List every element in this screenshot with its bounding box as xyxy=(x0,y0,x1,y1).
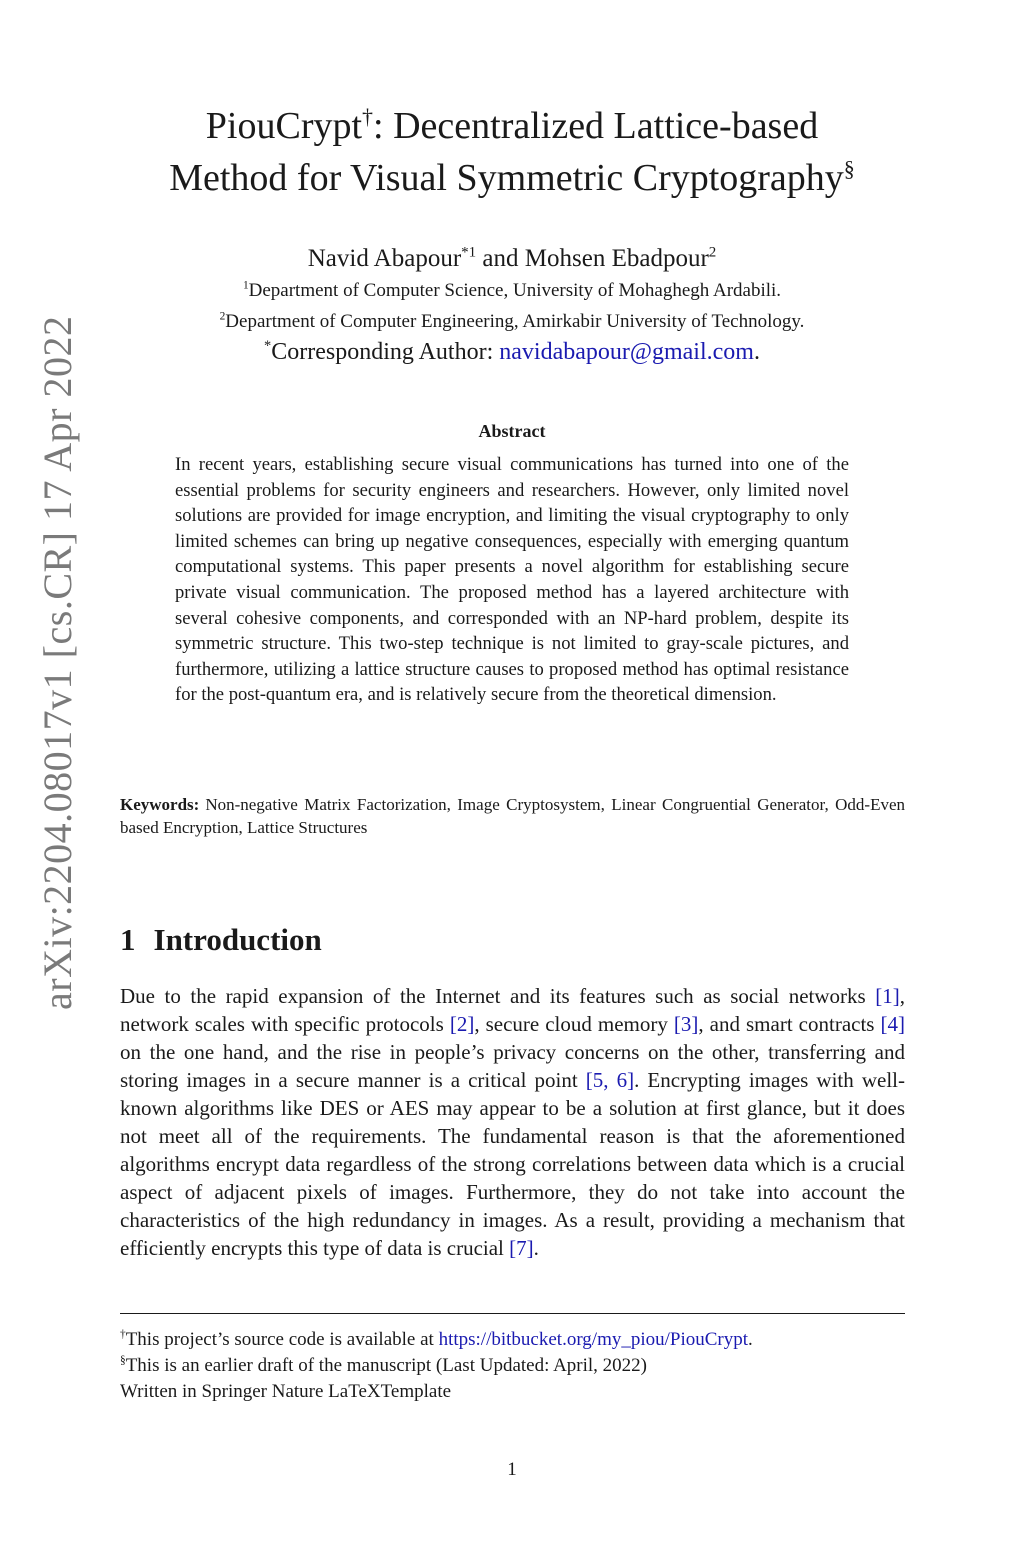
citation-link[interactable]: [3] xyxy=(673,1012,699,1036)
author-names: Navid Abapour$^{*1}$ and Mohsen Ebadpour$^2$ xyxy=(307,244,717,272)
keywords xyxy=(120,793,905,839)
paper-title xyxy=(120,100,904,204)
abstract-heading: Abstract xyxy=(478,421,546,441)
citation-link[interactable]: [4] xyxy=(880,1012,905,1036)
keywords-list: Non-negative Matrix Factorization, Image Cryptosystem, Linear Congruential Generator, Odd-Even based Encryption, Lattice Structures xyxy=(120,795,905,837)
repository-link[interactable]: https://bitbucket.org/my_piou/PiouCrypt xyxy=(438,1329,749,1350)
keywords-label: Keywords: xyxy=(120,795,200,814)
title-footnote-mark-section: § xyxy=(843,156,855,181)
introduction-paragraph: Due to the rapid expansion of the Internet and its features such as social networks [1], network scales with specific protocols [2], secure cloud memory [3], and smart contracts [4] on the one hand, and the rise in people’s privacy concerns on the other, transferring and storing images in a secure manner is a critical point [5, 6]. Encrypting images with well-known algorithms like DES or AES may appear to be a solution at first glance, but it does not meet all of the requirements. The fundamental reason is that the aforementioned algorithms encrypt data regardless of the strong correlations between data which is a crucial aspect of adjacent pixels of images. Furthermore, they do not take into account the characteristics of the high redundancy in images. As a result, providing a mechanism that efficiently encrypts this type of data is crucial [7]. xyxy=(120,984,905,1260)
citation-link[interactable]: [5, 6] xyxy=(585,1068,635,1092)
footnote-template: Written in Springer Nature LaTeXTemplate xyxy=(120,1381,452,1402)
email-link[interactable]: navidabapour@gmail.com xyxy=(499,339,754,365)
section-title-text: Introduction xyxy=(153,922,322,957)
footnotes xyxy=(120,1327,920,1405)
author-2: Mohsen Ebadpour xyxy=(524,245,709,272)
affiliation-1: $^1$Department of Computer Science, University of Mohaghegh Ardabili. xyxy=(242,279,782,301)
page-number: 1 xyxy=(507,1459,517,1480)
footnote-source-code: †This project’s source code is available at https://bitbucket.org/my_piou/PiouCrypt. xyxy=(120,1328,753,1350)
footnote-draft: §This is an earlier draft of the manuscript (Last Updated: April, 2022) xyxy=(120,1354,647,1376)
citation-link[interactable]: [1] xyxy=(875,984,900,1008)
title-line-1: PiouCrypt†: Decentralized Lattice-based xyxy=(205,104,819,147)
abstract-text: In recent years, establishing secure visual communications has turned into one of the essential problems for security engineers and researchers. However, only limited novel solutions are provided for image encryption, and limiting the visual cryptography to only limited schemes can bring up negative consequences, especially with emerging quantum computational systems. This paper presents a novel algorithm for establishing secure private visual communication. The proposed method has a layered architecture with several cohesive components, and corresponded with an NP-hard problem, despite its symmetric structure. This two-step technique is not limited to gray-scale pictures, and furthermore, utilizing a lattice structure causes to proposed method has optimal resistance for the post-quantum era, and is relatively secure from the theoretical dimension. xyxy=(175,454,849,706)
author-1: Navid Abapour xyxy=(307,245,462,272)
citation-link[interactable]: [7] xyxy=(509,1236,534,1260)
title-footnote-mark-dagger: † xyxy=(362,104,374,129)
author-block xyxy=(120,243,904,367)
title-line-2: Method for Visual Symmetric Cryptography§ xyxy=(169,156,855,199)
section-number: 1 xyxy=(120,922,136,957)
affiliation-2: $^2$Department of Computer Engineering, Amirkabir University of Technology. xyxy=(219,310,805,332)
section-heading xyxy=(120,922,322,958)
citation-link[interactable]: [2] xyxy=(449,1012,475,1036)
footnote-divider xyxy=(120,1313,905,1314)
corresponding-author: *Corresponding Author: navidabapour@gmail.com. xyxy=(264,338,760,365)
arxiv-identifier: arXiv:2204.08017v1 [cs.CR] 17 Apr 2022 xyxy=(35,315,80,1010)
